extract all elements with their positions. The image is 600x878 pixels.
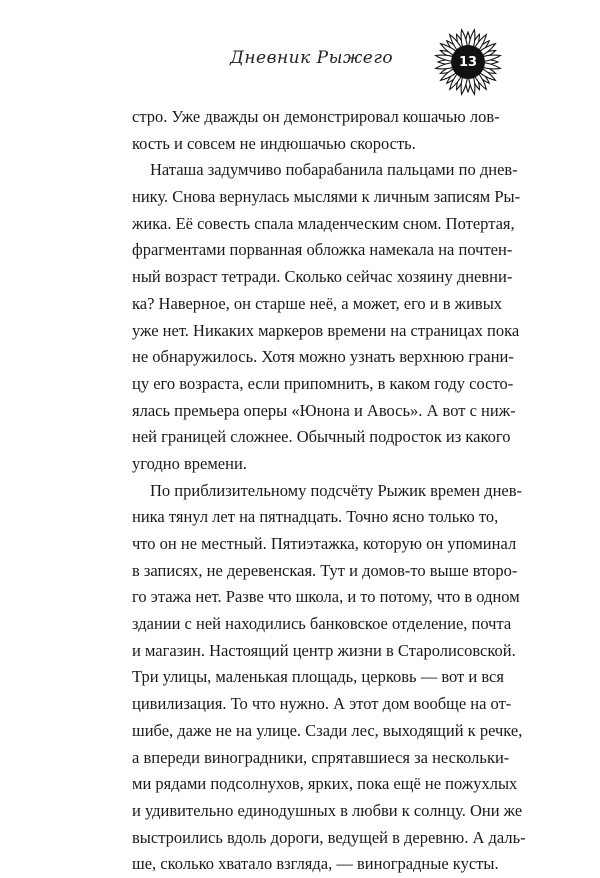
text-line: цу его возраста, если припомнить, в каком году состо- bbox=[132, 373, 514, 393]
text-line: здании с ней находились банковское отделение, почта bbox=[132, 614, 512, 634]
text-line: что он не местный. Пятиэтажка, которую он упоминал bbox=[132, 534, 517, 553]
text-line: выстроились вдоль дороги, ведущей в деревню. А даль- bbox=[132, 827, 526, 847]
body-text bbox=[132, 104, 526, 878]
text-line: кость и совсем не индюшачью скорость. bbox=[132, 133, 416, 153]
text-line: в записях, не деревенская. Тут и домов-то выше второ- bbox=[132, 560, 518, 580]
text-line: цивилизация. То что нужно. А этот дом вообще на от- bbox=[132, 694, 512, 714]
text-line: ка? Наверное, он старше неё, а может, его и в живых bbox=[132, 293, 503, 313]
page-number: 13 bbox=[458, 54, 478, 70]
text-line: ми рядами подсолнухов, ярких, пока ещё не пожухлых bbox=[132, 774, 518, 794]
text-line: угодно времени. bbox=[132, 453, 247, 473]
text-line: фрагментами порванная обложка намекала на почтен- bbox=[132, 240, 513, 260]
text-line: ный возраст тетради. Сколько сейчас хозяину дневни- bbox=[132, 267, 513, 287]
page-badge bbox=[432, 26, 504, 98]
text-line: ней границей сложнее. Обычный подросток из какого bbox=[132, 427, 511, 447]
text-line: не обнаружилось. Хотя можно узнать верхнюю грани- bbox=[132, 347, 514, 367]
text-line: нику. Снова вернулась мыслями к личным записям Ры- bbox=[132, 187, 521, 207]
text-line: ялась премьера оперы «Юнона и Авось». А вот с ниж- bbox=[132, 400, 516, 420]
text-line: го этажа нет. Разве что школа, и то потому, что в одном bbox=[132, 587, 520, 607]
text-line: Три улицы, маленькая площадь, церковь — вот и вся bbox=[132, 667, 504, 687]
text-line: и удивительно единодушных в любви к солнцу. Они же bbox=[132, 800, 523, 820]
running-head: Дневник Рыжего bbox=[230, 48, 394, 68]
text-line: а впереди виноградники, спрятавшиеся за нескольки- bbox=[132, 747, 510, 767]
text-line: стро. Уже дважды он демонстрировал кошачью лов- bbox=[132, 107, 500, 126]
text-line: жика. Её совесть спала младенческим сном. Потертая, bbox=[132, 213, 515, 233]
text-line: ника тянул лет на пятнадцать. Точно ясно только то, bbox=[132, 507, 499, 527]
text-line: Наташа задумчиво побарабанила пальцами по днев- bbox=[150, 160, 518, 180]
text-line: и магазин. Настоящий центр жизни в Старолисовской. bbox=[132, 640, 516, 660]
text-line: шибе, даже не на улице. Сзади лес, выходящий к речке, bbox=[132, 720, 523, 740]
text-line: ше, сколько хватало взгляда, — виноградные кусты. bbox=[132, 854, 499, 874]
text-line: уже нет. Никаких маркеров времени на страницах пока bbox=[132, 320, 520, 340]
text-line: По приблизительному подсчёту Рыжик времен днев- bbox=[150, 480, 523, 500]
